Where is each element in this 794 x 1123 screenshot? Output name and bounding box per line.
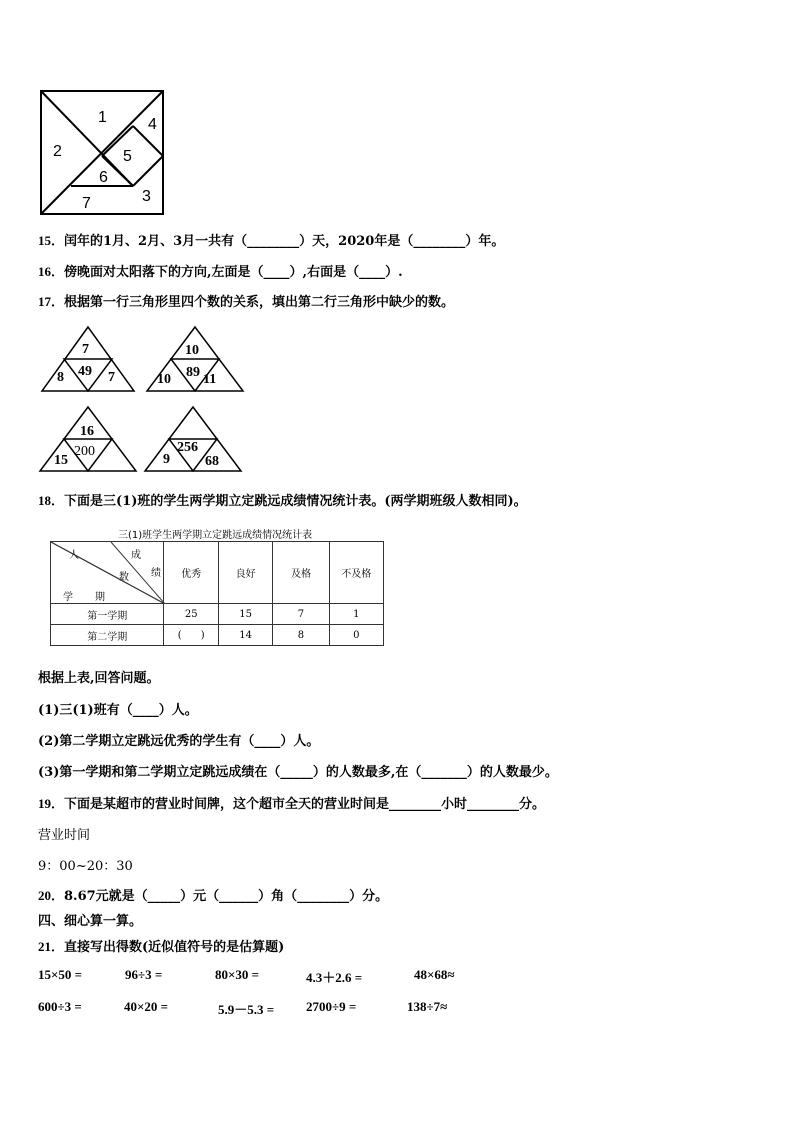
tangram-label-2: 2 (53, 143, 62, 160)
tangram-label-5: 5 (123, 148, 132, 165)
q18-intro: 根据上表,回答问题。 (38, 671, 160, 686)
table-cell: 0 (329, 625, 383, 646)
table-header: 良好 (218, 542, 272, 604)
triangle-top: 16 (80, 424, 94, 439)
triangle-puzzle-1 (40, 325, 136, 393)
triangle-left: 8 (57, 370, 64, 385)
question-number: 18． (38, 493, 65, 508)
calc-item: 4.3＋2.6 = (306, 970, 363, 985)
question-number: 15． (38, 233, 65, 248)
triangle-right: 7 (108, 370, 115, 385)
triangle-right: 68 (205, 454, 219, 469)
calc-item: 138÷7≈ (407, 999, 448, 1014)
table-cell: 1 (329, 604, 383, 625)
triangle-puzzle-4 (143, 405, 243, 473)
question-number: 19． (38, 796, 65, 811)
q18-sub3: (3)第一学期和第二学期立定跳远成绩在（_____）的人数最多,在（_______）的人数最少。 (38, 765, 558, 780)
table-row (51, 604, 384, 625)
row-label: 第一学期 (51, 604, 164, 625)
table-corner-cell (51, 542, 164, 604)
tangram-label-4: 4 (148, 116, 157, 133)
triangle-top: 7 (82, 342, 89, 357)
question-16 (38, 261, 403, 280)
calc-item: 2700÷9 = (306, 999, 357, 1014)
table-header: 不及格 (329, 542, 383, 604)
corner-ji: 绩 (151, 568, 161, 579)
calc-item: 48×68≈ (414, 967, 455, 982)
tangram-figure (38, 88, 168, 218)
calc-item: 80×30 = (215, 967, 260, 982)
row-label: 第二学期 (51, 625, 164, 646)
table-cell: ( ) (164, 625, 219, 646)
table-cell: 7 (273, 604, 329, 625)
corner-ren: 人 (69, 550, 79, 561)
tangram-label-6: 6 (99, 169, 108, 186)
q18-sub1: (1)三(1)班有（____）人。 (38, 703, 198, 718)
tangram-label-7: 7 (82, 195, 91, 212)
corner-qi: 期 (95, 592, 105, 603)
tangram-label-1: 1 (98, 109, 107, 126)
corner-shu: 数 (119, 572, 129, 583)
table-row (51, 625, 384, 646)
question-21 (38, 936, 284, 955)
question-number: 21． (38, 939, 65, 954)
triangle-left: 10 (157, 372, 171, 387)
calc-item: 600÷3 = (38, 999, 82, 1014)
question-text: 8.67元就是（_____）元（______）角（________）分。 (64, 889, 389, 904)
triangle-right: 11 (203, 372, 217, 387)
question-19 (38, 793, 545, 812)
question-18 (38, 490, 527, 509)
question-number: 17． (38, 294, 65, 309)
triangle-puzzle-3 (38, 405, 138, 473)
question-text: 根据第一行三角形里四个数的关系，填出第二行三角形中缺少的数。 (64, 295, 455, 310)
stats-table (50, 541, 384, 646)
calc-item: 15×50 = (38, 967, 83, 982)
sign-hours: 9：00~20：30 (38, 859, 133, 874)
table-header: 及格 (273, 542, 329, 604)
triangle-center: 200 (74, 444, 95, 459)
table-cell: 14 (218, 625, 272, 646)
question-17 (38, 291, 454, 310)
table-cell: 15 (218, 604, 272, 625)
question-text: 下面是三(1)班的学生两学期立定跳远成绩情况统计表。(两学期班级人数相同)。 (64, 494, 527, 509)
triangle-puzzle-2 (145, 325, 245, 393)
tangram-label-3: 3 (142, 188, 151, 205)
calc-item: 96÷3 = (125, 967, 163, 982)
question-15 (38, 230, 504, 249)
sign-title: 营业时间 (38, 828, 91, 843)
question-text: 下面是某超市的营业时间牌，这个超市全天的营业时间是________小时________分。 (64, 797, 546, 812)
question-number: 20． (38, 888, 65, 903)
table-cell: 8 (273, 625, 329, 646)
calc-item: 40×20 = (124, 999, 169, 1014)
question-text: 傍晚面对太阳落下的方向,左面是（____）,右面是（____）. (64, 265, 403, 280)
section-heading: 四、细心算一算。 (38, 914, 143, 929)
table-cell: 25 (164, 604, 219, 625)
triangle-center: 89 (186, 365, 200, 380)
stats-table-title: 三(1)班学生两学期立定跳远成绩情况统计表 (118, 530, 313, 541)
triangle-center: 256 (177, 440, 198, 455)
triangle-left: 9 (163, 452, 170, 467)
question-20 (38, 885, 388, 904)
triangle-top: 10 (185, 343, 199, 358)
corner-xue: 学 (63, 592, 73, 603)
question-text: 直接写出得数(近似值符号的是估算题) (64, 940, 285, 955)
corner-cheng: 成 (131, 550, 141, 561)
table-header: 优秀 (164, 542, 219, 604)
q18-sub2: (2)第二学期立定跳远优秀的学生有（____）人。 (38, 734, 320, 749)
triangle-center: 49 (78, 364, 92, 379)
question-text: 闰年的1月、2月、3月一共有（________）天，2020年是（________）年。 (64, 234, 505, 249)
triangle-left: 15 (54, 453, 68, 468)
question-number: 16． (38, 264, 65, 279)
calc-item: 5.9－5.3 = (218, 1002, 275, 1017)
